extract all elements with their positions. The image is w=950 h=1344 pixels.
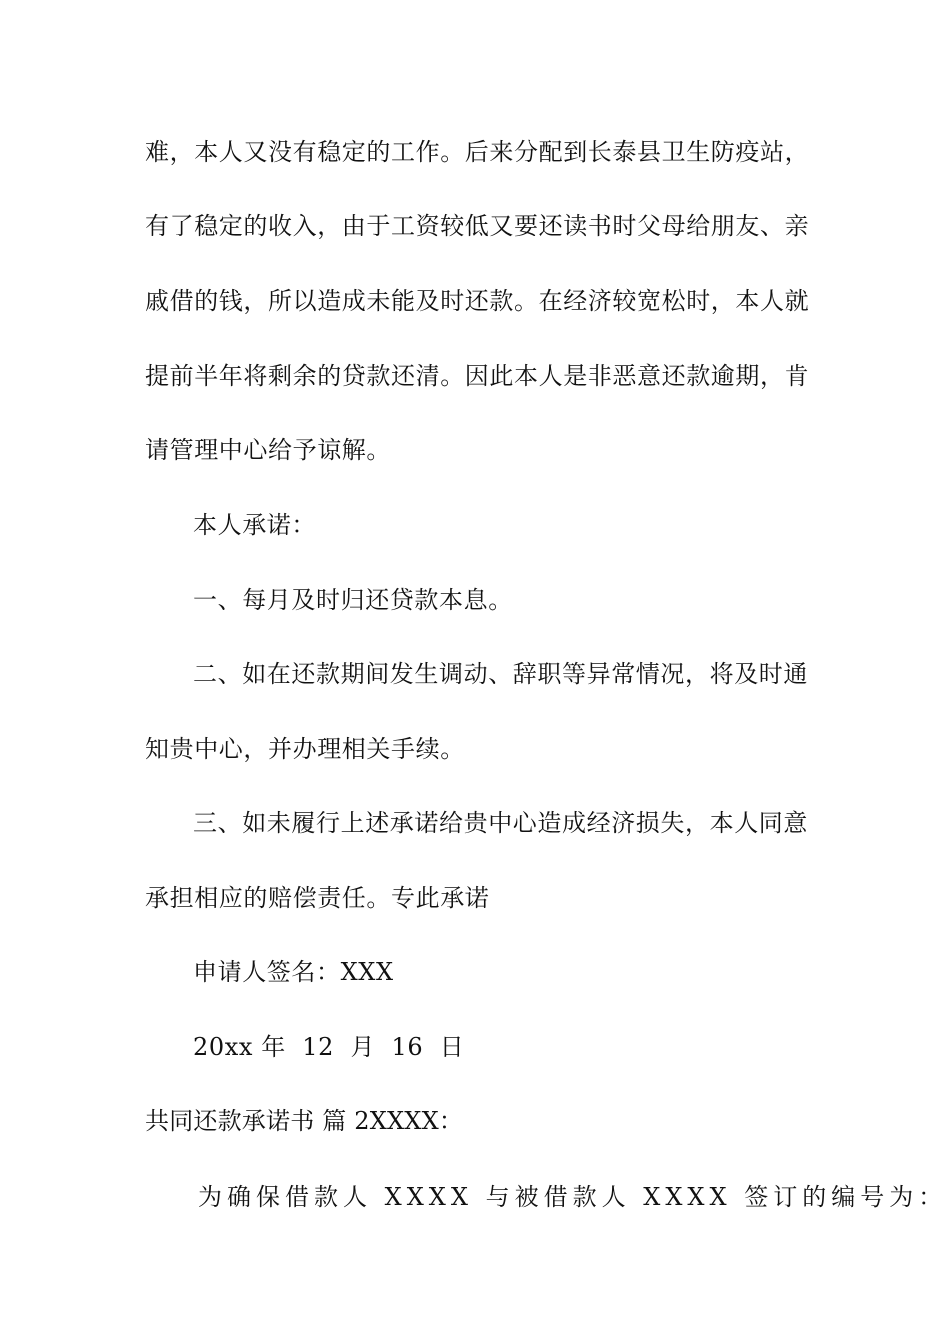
section-title: 共同还款承诺书 篇 2XXXX： <box>145 1107 464 1135</box>
paragraph-line-5: 请管理中心给予谅解。 <box>145 436 391 464</box>
paragraph-line-3: 戚借的钱，所以造成未能及时还款。在经济较宽松时，本人就 <box>145 287 810 315</box>
paragraph-line-1: 难，本人又没有稳定的工作。后来分配到长泰县卫生防疫站， <box>145 138 810 166</box>
commitment-item-1: 一、每月及时归还贷款本息。 <box>193 586 513 614</box>
section-first-line: 为确保借款人 XXXX 与被借款人 XXXX 签订的编号为： <box>198 1183 948 1211</box>
applicant-signature: 申请人签名：XXX <box>193 958 394 986</box>
signature-date: 20xx 年 12 月 16 日 <box>193 1033 465 1061</box>
commitment-item-3-cont: 承担相应的赔偿责任。专此承诺 <box>145 884 490 912</box>
paragraph-line-4: 提前半年将剩余的贷款还清。因此本人是非恶意还款逾期，肯 <box>145 362 810 390</box>
commitment-heading: 本人承诺： <box>193 511 316 539</box>
paragraph-line-2: 有了稳定的收入，由于工资较低又要还读书时父母给朋友、亲 <box>145 212 810 240</box>
commitment-item-3: 三、如未履行上述承诺给贵中心造成经济损失，本人同意 <box>193 809 808 837</box>
commitment-item-2: 二、如在还款期间发生调动、辞职等异常情况，将及时通 <box>193 660 808 688</box>
commitment-item-2-cont: 知贵中心，并办理相关手续。 <box>145 735 465 763</box>
